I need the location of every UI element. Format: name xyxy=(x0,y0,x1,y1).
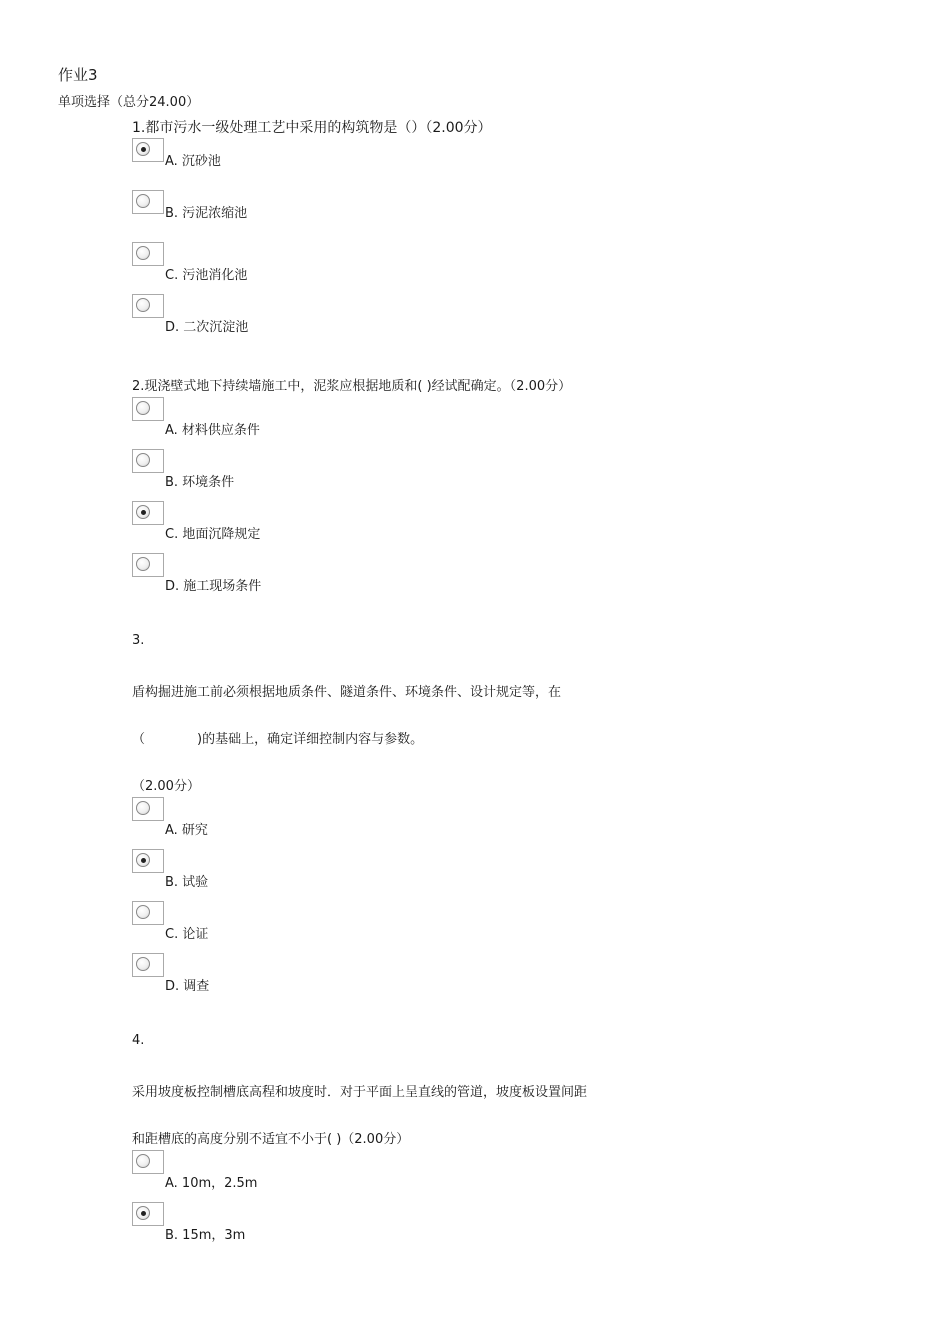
radio-icon xyxy=(136,298,150,312)
q1-option-b-radio[interactable] xyxy=(132,190,164,214)
q3-option-a-label: A. 研究 xyxy=(165,823,208,838)
q4-option-a-radio[interactable] xyxy=(132,1150,164,1174)
q1-option-d-label: D. 二次沉淀池 xyxy=(165,320,249,335)
question-3-score: （2.00分） xyxy=(132,779,200,794)
q3-option-c-radio[interactable] xyxy=(132,901,164,925)
q3-option-b-radio[interactable] xyxy=(132,849,164,873)
q3-option-c-label: C. 论证 xyxy=(165,927,209,942)
radio-icon xyxy=(136,505,150,519)
radio-icon xyxy=(136,246,150,260)
q1-option-c-radio[interactable] xyxy=(132,242,164,266)
radio-icon xyxy=(136,801,150,815)
radio-icon xyxy=(136,142,150,156)
q1-option-a-radio[interactable] xyxy=(132,138,164,162)
q3-option-d-label: D. 调查 xyxy=(165,979,210,994)
question-3-number: 3. xyxy=(132,633,145,648)
q2-option-c-label: C. 地面沉降规定 xyxy=(165,527,261,542)
q2-option-d-radio[interactable] xyxy=(132,553,164,577)
radio-icon xyxy=(136,557,150,571)
question-3-text-line-2: （ )的基础上，确定详细控制内容与参数。 xyxy=(132,732,424,747)
question-4-text-line-1: 采用坡度板控制槽底高程和坡度时．对于平面上呈直线的管道，坡度板设置间距 xyxy=(132,1085,588,1100)
q2-option-b-label: B. 环境条件 xyxy=(165,475,235,490)
radio-icon xyxy=(136,853,150,867)
question-1-text: 1.都市污水一级处理工艺中采用的构筑物是（）（2.00分） xyxy=(132,120,492,136)
radio-icon xyxy=(136,1206,150,1220)
page-title: 作业3 xyxy=(58,66,98,84)
q4-option-a-label: A. 10m，2.5m xyxy=(165,1176,258,1191)
q3-option-d-radio[interactable] xyxy=(132,953,164,977)
question-4-text-line-2: 和距槽底的高度分别不适宜不小于( )（2.00分） xyxy=(132,1132,410,1147)
q2-option-d-label: D. 施工现场条件 xyxy=(165,579,262,594)
q3-option-a-radio[interactable] xyxy=(132,797,164,821)
q3-option-b-label: B. 试验 xyxy=(165,875,209,890)
radio-icon xyxy=(136,401,150,415)
radio-icon xyxy=(136,194,150,208)
radio-icon xyxy=(136,957,150,971)
radio-icon xyxy=(136,1154,150,1168)
q4-option-b-radio[interactable] xyxy=(132,1202,164,1226)
question-2-text: 2.现浇壁式地下持续墙施工中，泥浆应根据地质和( )经试配确定。（2.00分） xyxy=(132,379,572,394)
question-3-text-line-1: 盾构掘进施工前必须根据地质条件、隧道条件、环境条件、设计规定等，在 xyxy=(132,685,562,700)
q2-option-b-radio[interactable] xyxy=(132,449,164,473)
question-4-number: 4. xyxy=(132,1033,145,1048)
q4-option-b-label: B. 15m，3m xyxy=(165,1228,246,1243)
q2-option-a-label: A. 材料供应条件 xyxy=(165,423,260,438)
q1-option-c-label: C. 污池消化池 xyxy=(165,268,248,283)
section-title: 单项选择（总分24.00） xyxy=(58,95,200,110)
radio-icon xyxy=(136,453,150,467)
q1-option-a-label: A. 沉砂池 xyxy=(165,154,221,169)
q1-option-d-radio[interactable] xyxy=(132,294,164,318)
q2-option-c-radio[interactable] xyxy=(132,501,164,525)
q1-option-b-label: B. 污泥浓缩池 xyxy=(165,206,248,221)
q2-option-a-radio[interactable] xyxy=(132,397,164,421)
radio-icon xyxy=(136,905,150,919)
